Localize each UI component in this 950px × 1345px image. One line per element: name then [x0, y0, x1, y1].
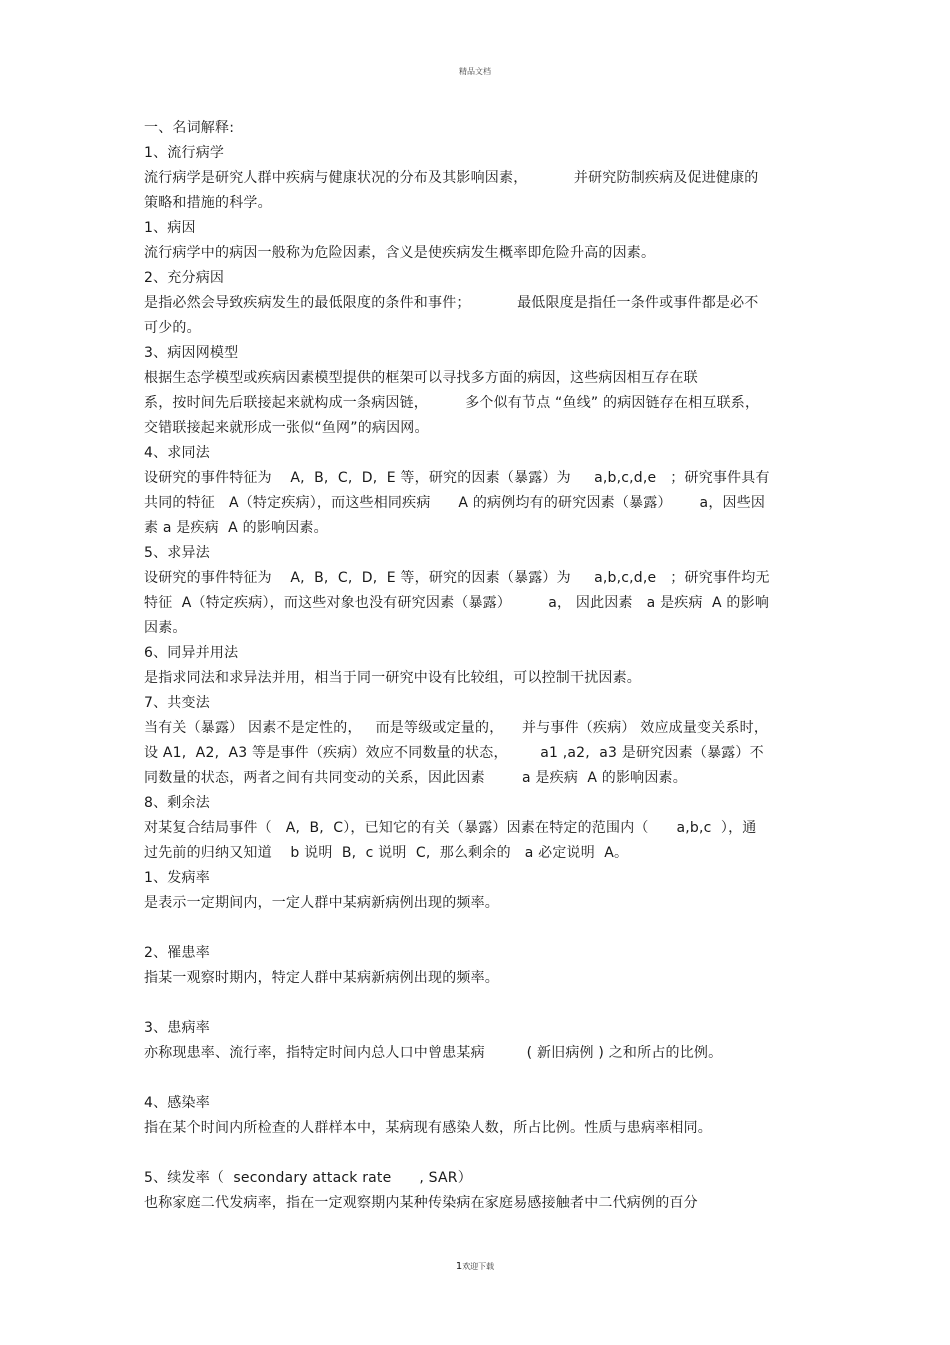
definition-text: 共同的特征 A（特定疾病），而这些相同疾病 A 的病例均有的研究因素（暴露） a，因些因: [144, 495, 766, 511]
definition-text: 策略和措施的科学。: [144, 195, 272, 211]
definition-text: 也称家庭二代发病率，指在一定观察期内某种传染病在家庭易感接触者中二代病例的百分: [144, 1195, 698, 1211]
term-title: 3、病因网模型: [144, 345, 239, 361]
term-title: 2、充分病因: [144, 270, 225, 286]
definition-text: 当有关（暴露） 因素不是定性的， 而是等级或定量的， 并与事件（疾病） 效应成量变关系时，: [144, 720, 769, 736]
page-footer: [0, 1261, 950, 1272]
definition-text: 设研究的事件特征为 A, B, C, D, E 等，研究的因素（暴露）为 a,b,c,d,e ；研究事件具有: [144, 470, 770, 486]
term-title: 5、求异法: [144, 545, 210, 561]
page-header: 精品文档: [459, 67, 491, 76]
page-number: 1: [455, 1261, 463, 1272]
term-title: 4、感染率: [144, 1095, 210, 1111]
definition-text: 因素。: [144, 620, 187, 636]
term-title: 8、剩余法: [144, 795, 210, 811]
definition-text: 素 a 是疾病 A 的影响因素。: [144, 520, 328, 536]
term-title: 4、求同法: [144, 445, 210, 461]
definition-text: 设 A1, A2, A3 等是事件（疾病）效应不同数量的状态， a1 ,a2, a3 是研究因素（暴露）不: [144, 745, 764, 761]
definition-text: 流行病学中的病因一般称为危险因素，含义是使疾病发生概率即危险升高的因素。: [144, 245, 656, 261]
term-title: 1、病因: [144, 220, 196, 236]
term-title: 2、罹患率: [144, 945, 210, 961]
definition-text: 根据生态学模型或疾病因素模型提供的框架可以寻找多方面的病因，这些病因相互存在联: [144, 370, 698, 386]
blank-line: [144, 991, 814, 1016]
definition-text: 交错联接起来就形成一张似“鱼网”的病因网。: [144, 420, 429, 436]
definition-text: 是表示一定期间内，一定人群中某病新病例出现的频率。: [144, 895, 499, 911]
footer-text: 欢迎下载: [462, 1262, 495, 1271]
definition-text: 指在某个时间内所检查的人群样本中，某病现有感染人数，所占比例。性质与患病率相同。: [144, 1120, 712, 1136]
term-title: 3、患病率: [144, 1020, 210, 1036]
definition-text: 系，按时间先后联接起来就构成一条病因链， 多个似有节点 “鱼线” 的病因链存在相互联系，: [144, 395, 760, 411]
definition-text: 是指必然会导致疾病发生的最低限度的条件和事件； 最低限度是指任一条件或事件都是必不: [144, 295, 759, 311]
definition-text: 设研究的事件特征为 A, B, C, D, E 等，研究的因素（暴露）为 a,b,c,d,e ；研究事件均无: [144, 570, 770, 586]
blank-line: [144, 1066, 814, 1091]
definition-text: 流行病学是研究人群中疾病与健康状况的分布及其影响因素， 并研究防制疾病及促进健康的: [144, 170, 759, 186]
definition-text: 是指求同法和求异法并用，相当于同一研究中设有比较组，可以控制干扰因素。: [144, 670, 641, 686]
term-title: 5、续发率（ secondary attack rate , SAR）: [144, 1170, 472, 1186]
definition-text: 亦称现患率、流行率，指特定时间内总人口中曾患某病 ( 新旧病例 ) 之和所占的比例。: [144, 1045, 723, 1061]
definition-text: 过先前的归纳又知道 b 说明 B, c 说明 C, 那么剩余的 a 必定说明 A。: [144, 845, 629, 861]
term-title: 6、同异并用法: [144, 645, 239, 661]
section-heading: 一、名词解释:: [144, 120, 235, 136]
definition-text: 可少的。: [144, 320, 201, 336]
definition-text: 指某一观察时期内，特定人群中某病新病例出现的频率。: [144, 970, 499, 986]
term-title: 1、流行病学: [144, 145, 225, 161]
definition-text: 特征 A（特定疾病），而这些对象也没有研究因素（暴露） a， 因此因素 a 是疾病 A 的影响: [144, 595, 770, 611]
term-title: 7、共变法: [144, 695, 210, 711]
definition-text: 对某复合结局事件（ A, B, C），已知它的有关（暴露）因素在特定的范围内（ a,b,c ），通: [144, 820, 757, 836]
term-title: 1、发病率: [144, 870, 210, 886]
definition-text: 同数量的状态，两者之间有共同变动的关系，因此因素 a 是疾病 A 的影响因素。: [144, 770, 687, 786]
blank-line: [144, 1141, 814, 1166]
document-body: [144, 116, 814, 1216]
blank-line: [144, 916, 814, 941]
